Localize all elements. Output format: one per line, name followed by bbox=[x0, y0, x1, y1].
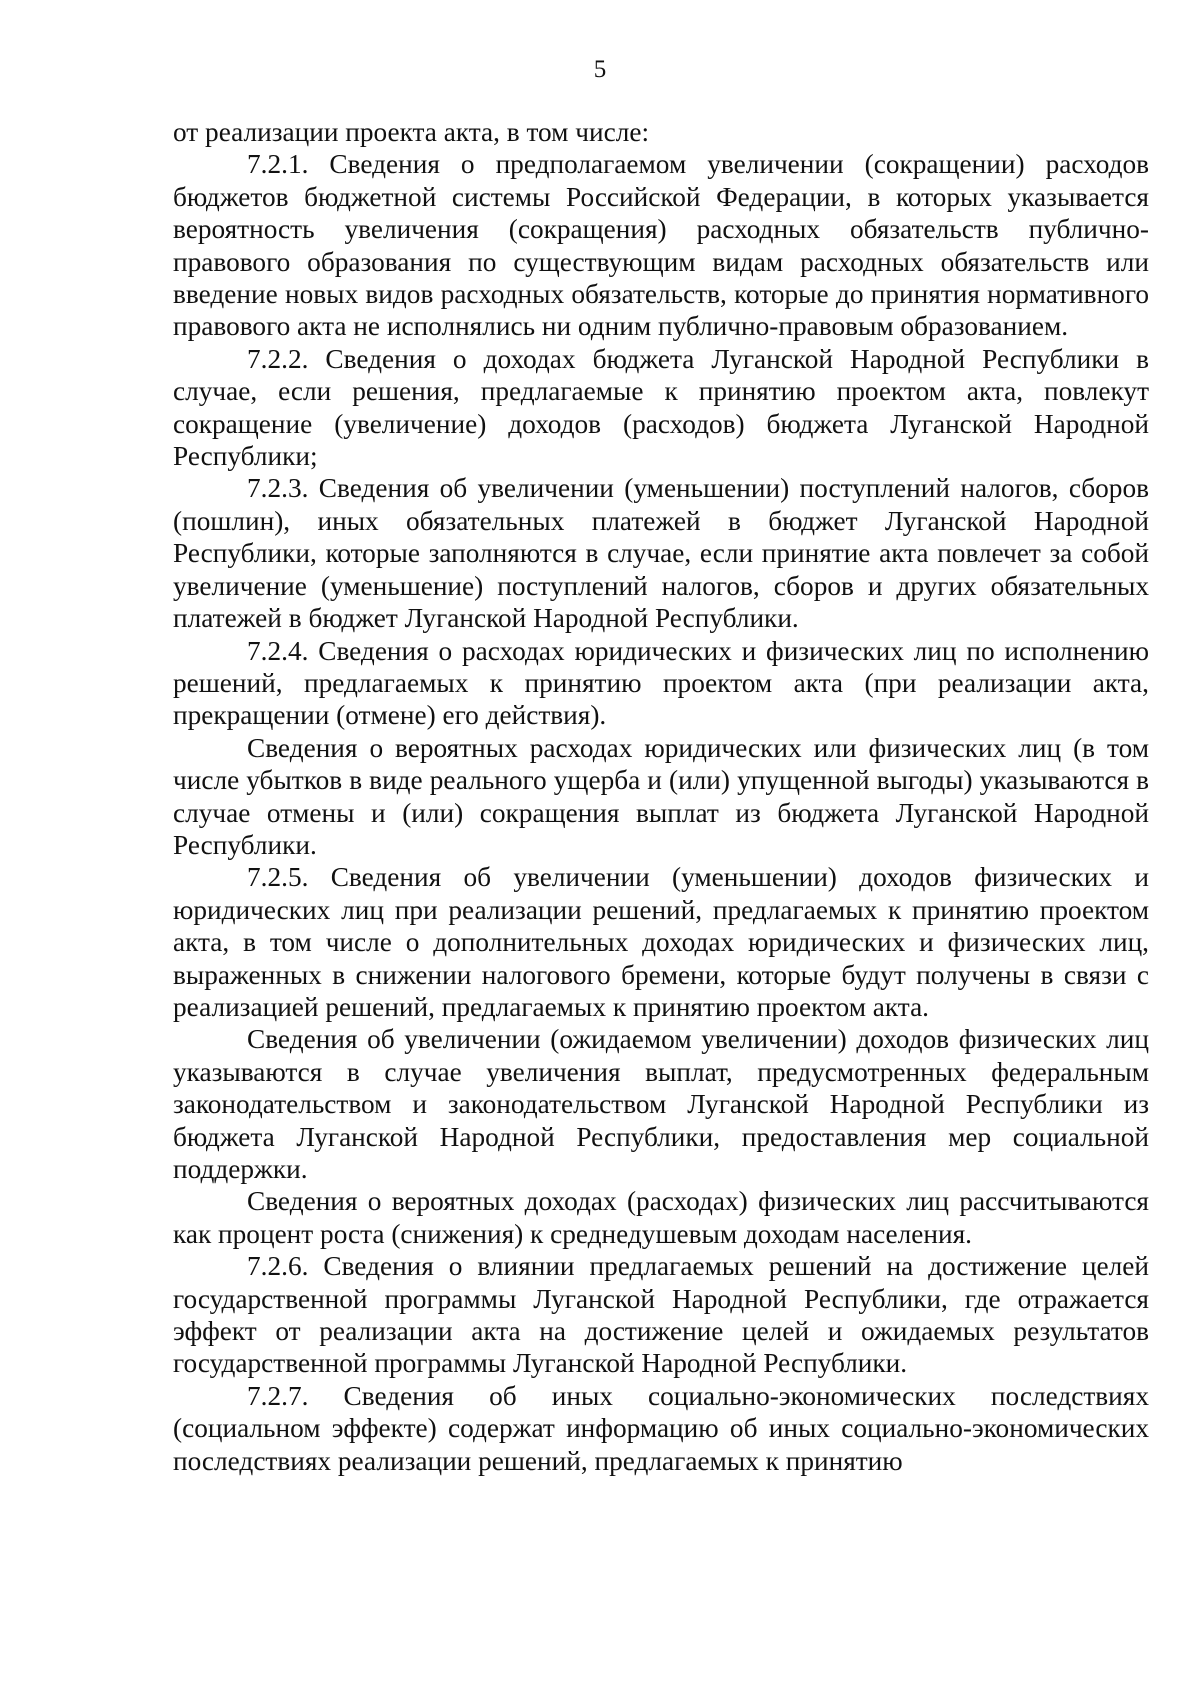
paragraph: 7.2.1. Сведения о предполагаемом увеличении (сокращении) расходов бюджетов бюджетной системы Российской Федерации, в которых указывается вероятность увеличения (сокращения) расходных обязательств публично-правового образования по существующим видам расходных обязательств или введение новых видов расходных обязательств, которые до принятия нормативного правового акта не исполнялись ни одним публично-правовым образованием. bbox=[173, 149, 1149, 342]
paragraph: 7.2.3. Сведения об увеличении (уменьшении) поступлений налогов, сборов (пошлин), иных обязательных платежей в бюджет Луганской Народной Республики, которые заполняются в случае, если принятие акта повлечет за собой увеличение (уменьшение) поступлений налогов, сборов и других обязательных платежей в бюджет Луганской Народной Республики. bbox=[173, 473, 1149, 634]
paragraph: 7.2.2. Сведения о доходах бюджета Луганской Народной Республики в случае, если решения, предлагаемые к принятию проектом акта, повлекут сокращение (увеличение) доходов (расходов) бюджета Луганской Народной Республики; bbox=[173, 343, 1149, 472]
paragraph: Сведения о вероятных расходах юридических или физических лиц (в том числе убытков в виде реального ущерба и (или) упущенной выгоды) указываются в случае отмены и (или) сокращения выплат из бюджета Луганской Народной Республики. bbox=[173, 732, 1149, 860]
paragraph: 7.2.7. Сведения об иных социально-экономических последствиях (социальном эффекте) содержат информацию об иных социально-экономических последствиях реализации решений, предлагаемых к принятию bbox=[173, 1380, 1149, 1476]
paragraph: Сведения о вероятных доходах (расходах) физических лиц рассчитываются как процент роста (снижения) к среднедушевым доходам населения. bbox=[173, 1186, 1149, 1249]
paragraph: 7.2.5. Сведения об увеличении (уменьшении) доходов физических и юридических лиц при реализации решений, предлагаемых к принятию проектом акта, в том числе о дополнительных доходах юридических и физических лиц, выраженных в снижении налогового бремени, которые будут получены в связи с реализацией решений, предлагаемых к принятию проектом акта. bbox=[173, 862, 1149, 1022]
paragraph: 7.2.4. Сведения о расходах юридических и физических лиц по исполнению решений, предлагаемых к принятию проектом акта (при реализации акта, прекращении (отмене) его действия). bbox=[173, 635, 1149, 731]
page-number: 5 bbox=[593, 56, 607, 83]
paragraph: Сведения об увеличении (ожидаемом увеличении) доходов физических лиц указываются в случае увеличения выплат, предусмотренных федеральным законодательством и законодательством Луганской Народной Республики из бюджета Луганской Народной Республики, предоставления мер социальной поддержки. bbox=[173, 1024, 1149, 1184]
paragraph: от реализации проекта акта, в том числе: bbox=[173, 117, 650, 147]
paragraph: 7.2.6. Сведения о влиянии предлагаемых решений на достижение целей государственной программы Луганской Народной Республики, где отражается эффект от реализации акта на достижение целей и ожидаемых результатов государственной программы Луганской Народной Республики. bbox=[173, 1251, 1149, 1379]
document-body bbox=[173, 116, 1149, 1477]
